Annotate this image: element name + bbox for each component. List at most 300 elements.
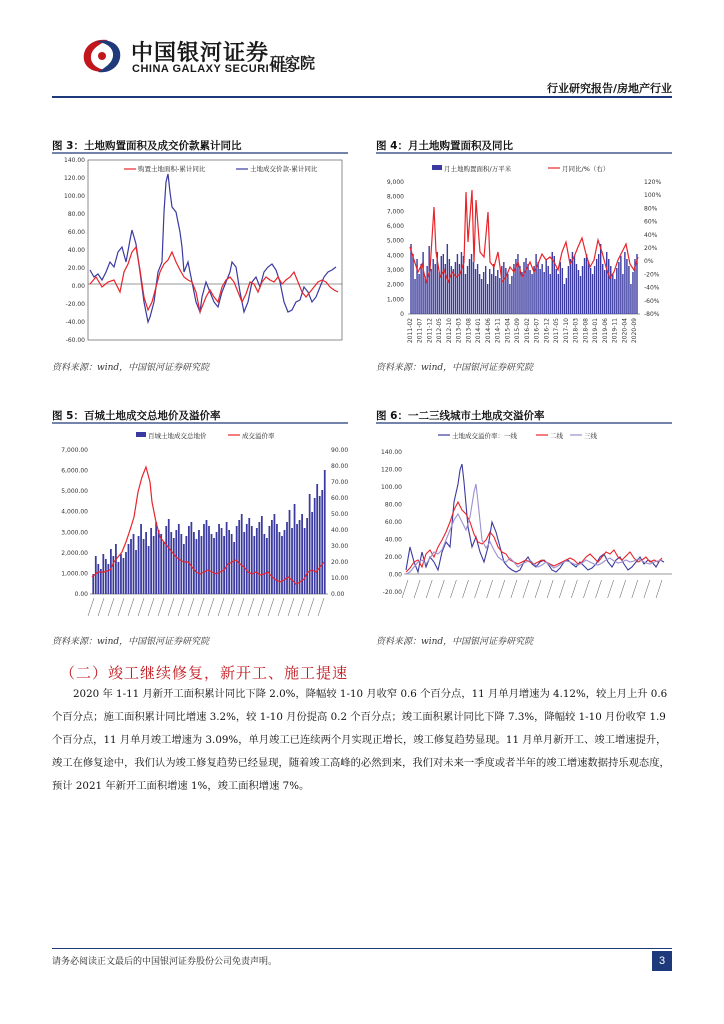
bar [535, 254, 536, 314]
bar [465, 274, 466, 314]
bar [263, 534, 265, 594]
fig5-legend-bar [136, 432, 146, 437]
fig5-chart [52, 422, 348, 627]
bar [284, 530, 286, 594]
bar [248, 518, 250, 594]
bar [183, 544, 185, 594]
x-tick-mark [559, 580, 565, 598]
y-tick-label: 5,000.00 [61, 488, 88, 496]
bar [256, 528, 258, 594]
bar [165, 526, 167, 594]
x-tick-mark [238, 598, 244, 616]
bar [158, 530, 160, 594]
x-tick-mark [608, 580, 614, 598]
bar [624, 252, 625, 314]
bar [523, 262, 524, 314]
bar [441, 256, 442, 314]
section-heading: （二）竣工继续修复，新开工、施工提速 [60, 664, 349, 682]
y-tick-label: 10.00 [331, 575, 348, 582]
fig5-legend-2: 成交溢价率 [242, 432, 275, 440]
y-tick-label: 120% [644, 179, 662, 186]
fig4-source: 资料来源：wind，中国银河证券研究院 [376, 363, 534, 373]
x-tick-mark [487, 580, 493, 598]
bar [206, 520, 208, 594]
x-tick-label: 2020-09 [631, 318, 638, 344]
bar [422, 252, 423, 314]
y-tick-label: 7,000 [386, 208, 404, 216]
bar [418, 274, 419, 314]
bar [309, 494, 311, 594]
bar [414, 279, 415, 314]
bar [281, 536, 283, 594]
bar [582, 266, 583, 314]
bar [115, 544, 117, 594]
bar [218, 524, 220, 594]
y-tick-label: 7,000.00 [61, 447, 88, 454]
bar [168, 519, 170, 594]
x-tick-mark [426, 580, 432, 598]
bar [527, 264, 528, 314]
x-tick-mark [98, 598, 104, 616]
x-tick-label: 2017-05 [553, 318, 561, 344]
y-tick-label: 2,000.00 [61, 549, 88, 557]
x-tick-mark [248, 598, 254, 616]
x-tick-mark [268, 598, 274, 616]
bar [216, 532, 218, 594]
x-tick-mark [258, 598, 264, 616]
fig6-source: 资料来源：wind，中国银河证券研究院 [376, 637, 534, 647]
bar [592, 274, 593, 314]
x-tick-label: 2016-07 [533, 318, 541, 344]
bar [485, 266, 486, 314]
y-tick-label: 6,000.00 [61, 467, 88, 475]
y-tick-label: 20.00 [331, 559, 348, 566]
bar [459, 264, 460, 314]
y-tick-label: 40% [644, 231, 658, 239]
footer-rule [52, 948, 672, 949]
bar [253, 536, 255, 594]
x-tick-mark [535, 580, 541, 598]
bar [606, 252, 607, 314]
bar [125, 552, 127, 594]
y-tick-label: 60.00 [331, 495, 348, 502]
bar [163, 542, 165, 594]
bar [311, 512, 313, 594]
fig4-title: 图 4：月土地购置面积及同比 [376, 140, 513, 152]
bar [123, 558, 125, 594]
fig5-source: 资料来源：wind，中国银河证券研究院 [52, 637, 210, 647]
fig3-legend-2: 土地成交价款-累计同比 [250, 165, 318, 173]
y-tick-label: 40.00 [67, 247, 85, 254]
bar [294, 504, 296, 594]
x-tick-label: 2020-04 [621, 318, 629, 344]
brand-cn: 中国银河证券 [131, 41, 270, 66]
bar [586, 254, 587, 314]
bar [584, 258, 585, 314]
x-tick-mark [298, 598, 304, 616]
bar [598, 254, 599, 314]
bar [198, 530, 200, 594]
bar [469, 259, 470, 314]
bar [289, 510, 291, 594]
x-tick-mark [168, 598, 174, 616]
fig6-legend-3: 三线 [584, 432, 597, 440]
bar [479, 274, 480, 314]
bar [430, 269, 431, 314]
bar [558, 274, 559, 314]
y-tick-label: -20% [644, 271, 660, 279]
bar [616, 268, 617, 314]
y-tick-label: 80.00 [67, 211, 85, 218]
fig5-title: 图 5：百城土地成交总地价及溢价率 [52, 410, 221, 422]
y-tick-label: 3,000.00 [61, 529, 88, 537]
x-tick-label: 2012-10 [445, 318, 453, 344]
y-tick-label: 2,000 [386, 281, 404, 289]
x-tick-mark [218, 598, 224, 616]
y-tick-label: 100.00 [64, 193, 85, 200]
bar [509, 284, 510, 314]
bar [618, 262, 619, 314]
bar [455, 262, 456, 314]
bar [153, 536, 155, 594]
y-tick-label: 8,000 [386, 193, 404, 201]
bar [449, 259, 450, 314]
x-tick-mark [438, 580, 444, 598]
bar [304, 528, 306, 594]
bar [251, 526, 253, 594]
x-tick-mark [178, 598, 184, 616]
y-tick-label: 40.00 [331, 527, 348, 534]
bar [467, 266, 468, 314]
bar [548, 266, 549, 314]
bar [487, 284, 488, 314]
bar [246, 524, 248, 594]
bar [471, 254, 472, 314]
bar [612, 274, 613, 314]
bar [608, 259, 609, 314]
bar [533, 266, 534, 314]
bar [574, 256, 575, 314]
report-type: 行业研究报告/房地产行业 [546, 82, 672, 95]
y-tick-label: 120.00 [381, 466, 402, 474]
x-tick-label: 2013-08 [465, 318, 473, 344]
x-tick-mark [462, 580, 468, 598]
fig6-series-tier3 [406, 484, 662, 574]
bar [105, 559, 107, 594]
bar [564, 284, 565, 314]
x-tick-mark [632, 580, 638, 598]
bar [221, 528, 223, 594]
bar [432, 259, 433, 314]
bar [410, 244, 411, 314]
bar [503, 262, 504, 314]
bar [193, 532, 195, 594]
x-tick-label: 2015-04 [504, 318, 512, 344]
y-tick-label: 0.00 [74, 591, 88, 598]
bar [543, 272, 544, 314]
bar [238, 520, 240, 594]
x-tick-mark [148, 598, 154, 616]
bar [568, 266, 569, 314]
bar [495, 276, 496, 314]
bar [622, 274, 623, 314]
bar [201, 536, 203, 594]
y-tick-label: 100.00 [381, 484, 402, 491]
x-tick-mark [88, 598, 94, 616]
bar [578, 270, 579, 314]
bar [160, 534, 162, 594]
bar [279, 532, 281, 594]
fig5-bars [92, 470, 325, 594]
x-tick-mark [499, 580, 505, 598]
y-tick-label: 80.00 [384, 501, 402, 509]
fig3-legend-1: 购置土地面积-累计同比 [138, 165, 206, 173]
x-tick-label: 2014-11 [494, 318, 502, 344]
bar [550, 274, 551, 314]
bar [443, 254, 444, 314]
x-tick-mark [208, 598, 214, 616]
bar [537, 262, 538, 314]
x-tick-mark [138, 598, 144, 616]
fig5-legend-1: 百城土地成交总地价 [148, 432, 207, 440]
bar [276, 524, 278, 594]
x-tick-label: 2011-12 [426, 318, 434, 344]
bar [321, 490, 323, 594]
bar [291, 528, 293, 594]
bar [493, 264, 494, 314]
bar [266, 538, 268, 594]
y-tick-label: 20% [644, 245, 658, 252]
x-tick-mark [547, 580, 553, 598]
bar [457, 254, 458, 314]
y-tick-label: 6,000 [386, 223, 404, 230]
bar [170, 532, 172, 594]
bar [477, 264, 478, 314]
bar [590, 268, 591, 314]
fig6-title: 图 6：一二三线城市土地成交溢价率 [376, 410, 545, 422]
bar [223, 536, 225, 594]
bar [130, 539, 132, 594]
bar [428, 246, 429, 314]
bar [614, 279, 615, 314]
bar [314, 498, 316, 594]
galaxy-logo-icon [78, 36, 126, 76]
bar [306, 518, 308, 594]
bar [185, 536, 187, 594]
bar [196, 539, 198, 594]
bar [566, 278, 567, 314]
bar [243, 532, 245, 594]
bar [610, 266, 611, 314]
bar [180, 534, 182, 594]
y-tick-label: 30.00 [331, 543, 348, 550]
x-tick-label: 2014-01 [475, 318, 483, 344]
bar [620, 256, 621, 314]
bar [521, 272, 522, 314]
bar [258, 522, 260, 594]
fig4-legend-bar [432, 165, 442, 170]
x-tick-label: 2017-10 [562, 318, 570, 344]
y-tick-label: 120.00 [64, 175, 85, 182]
x-tick-label: 2019-11 [611, 318, 619, 344]
y-tick-label: 60.00 [67, 229, 85, 236]
x-tick-mark [656, 580, 662, 598]
bar [128, 544, 130, 594]
bar [140, 524, 142, 594]
bar [489, 269, 490, 314]
bar [560, 262, 561, 314]
bar [491, 274, 492, 314]
bar [301, 514, 303, 594]
x-tick-label: 2012-05 [436, 318, 444, 344]
x-tick-mark [128, 598, 134, 616]
bar [545, 259, 546, 314]
fig6-legend-2: 二线 [550, 432, 563, 440]
x-tick-mark [228, 598, 234, 616]
header [0, 0, 724, 100]
bar [507, 274, 508, 314]
bar [175, 530, 177, 594]
y-tick-label: 0 [400, 311, 404, 318]
x-tick-label: 2019-01 [592, 318, 600, 344]
bar [529, 270, 530, 314]
bar [228, 530, 230, 594]
section-paragraph: 2020 年 1-11 月新开工面积累计同比下降 2.0%，降幅较 1-10 月收窄 0.6 个百分点，11 月单月增速为 4.12%，较上月上升 0.6 个百分点；施工面积累计同比增速 3.2%，较 1-10 月份提高 0.2 个百分点；竣工面积累计同比下降 7.3%，降幅较 1-10 月份收窄 1.9 个百分点，11 月单月竣工增速为 3.09%，单月竣工已连续两个月实现正增长，竣工修复趋势显现。11 月单月新开工、竣工增速提升，竣工在修复途中，我们认为竣工修复趋势已经显现，随着竣工高峰的必然到来，我们对未来一季度或者半年的竣工增速数据持乐观态度，预计 2021 年新开工面积增速 1%，竣工面积增速 7%。 [52, 688, 670, 792]
fig4-bars [410, 244, 637, 314]
y-tick-label: 140.00 [64, 157, 85, 164]
bar [461, 252, 462, 314]
bar [233, 542, 235, 594]
bar [150, 528, 152, 594]
fig6-chart [376, 422, 672, 627]
fig6-series-tier1 [406, 464, 664, 572]
bar [632, 272, 633, 314]
bar [630, 284, 631, 314]
x-tick-mark [644, 580, 650, 598]
bar [628, 266, 629, 314]
bar [626, 259, 627, 314]
y-tick-label: 5,000 [386, 237, 404, 245]
bar [539, 269, 540, 314]
x-tick-label: 2013-03 [455, 318, 463, 344]
x-tick-mark [523, 580, 529, 598]
y-tick-label: 0.00 [331, 591, 345, 598]
bar [138, 536, 140, 594]
bar [135, 550, 137, 594]
bar [118, 562, 120, 594]
bar [499, 278, 500, 314]
y-tick-label: -60.00 [65, 337, 85, 344]
x-tick-mark [108, 598, 114, 616]
bar [531, 274, 532, 314]
bar [316, 484, 318, 594]
fig3-title: 图 3：土地购置面积及成交价款累计同比 [52, 140, 242, 152]
bar [594, 266, 595, 314]
x-tick-mark [511, 580, 517, 598]
bar [231, 534, 233, 594]
y-tick-label: -60% [644, 297, 660, 305]
bar [173, 538, 175, 594]
x-tick-label: 2015-09 [514, 318, 522, 344]
bar [145, 532, 147, 594]
y-tick-label: 20.00 [384, 554, 402, 561]
y-tick-label: -20.00 [382, 589, 402, 596]
x-tick-mark [318, 598, 324, 616]
y-tick-label: -40.00 [65, 319, 85, 326]
x-tick-label: 2019-06 [601, 318, 609, 344]
bar [286, 522, 288, 594]
y-tick-label: 0.00 [388, 571, 402, 579]
y-tick-label: 0% [644, 258, 654, 266]
x-tick-mark [278, 598, 284, 616]
x-tick-mark [596, 580, 602, 598]
bar [483, 272, 484, 314]
bar [453, 269, 454, 314]
x-tick-mark [475, 580, 481, 598]
bar [420, 264, 421, 314]
y-tick-label: 1,000.00 [61, 570, 88, 578]
x-tick-mark [288, 598, 294, 616]
bar [541, 264, 542, 314]
y-tick-label: 60% [644, 218, 658, 226]
x-tick-mark [414, 580, 420, 598]
bar [133, 534, 135, 594]
y-tick-label: 80% [644, 205, 658, 213]
bar [570, 259, 571, 314]
y-tick-label: 1,000 [386, 296, 404, 304]
bar [155, 522, 157, 594]
bar [426, 266, 427, 314]
bar [226, 522, 228, 594]
x-tick-label: 2011-07 [416, 318, 424, 344]
bar [604, 270, 605, 314]
bar [602, 264, 603, 314]
brand-en: CHINA GALAXY SECURITIES [132, 63, 296, 75]
bar [576, 264, 577, 314]
bar [600, 244, 601, 314]
bar [269, 526, 271, 594]
fig6-legend-1: 土地成交溢价率：一线 [452, 432, 517, 440]
bar [481, 279, 482, 314]
x-tick-mark [450, 580, 456, 598]
y-tick-label: 4,000.00 [61, 508, 88, 516]
y-tick-label: 9,000 [386, 179, 404, 186]
fig4-legend-1: 月土地购置面积/万平米 [444, 165, 512, 173]
x-tick-label: 2018-03 [572, 318, 580, 344]
y-tick-label: 50.00 [331, 511, 348, 518]
x-tick-label: 2016-12 [543, 318, 551, 344]
bar [188, 526, 190, 594]
header-rule [52, 96, 672, 98]
y-tick-label: -40% [644, 284, 660, 292]
y-tick-label: -20.00 [65, 301, 85, 308]
bar [148, 546, 150, 594]
bar [107, 564, 109, 594]
x-tick-mark [620, 580, 626, 598]
y-tick-label: 3,000 [386, 267, 404, 274]
bar [588, 262, 589, 314]
x-tick-label: 2014-06 [484, 318, 492, 344]
fig3-series-price [90, 174, 336, 322]
y-tick-label: 70.00 [331, 479, 348, 486]
x-tick-label: 2018-08 [582, 318, 590, 344]
bar [473, 262, 474, 314]
y-tick-label: 90.00 [331, 447, 348, 454]
y-tick-label: 80.00 [331, 463, 348, 470]
y-tick-label: 20.00 [67, 265, 85, 272]
bar [475, 269, 476, 314]
bar [97, 564, 99, 594]
